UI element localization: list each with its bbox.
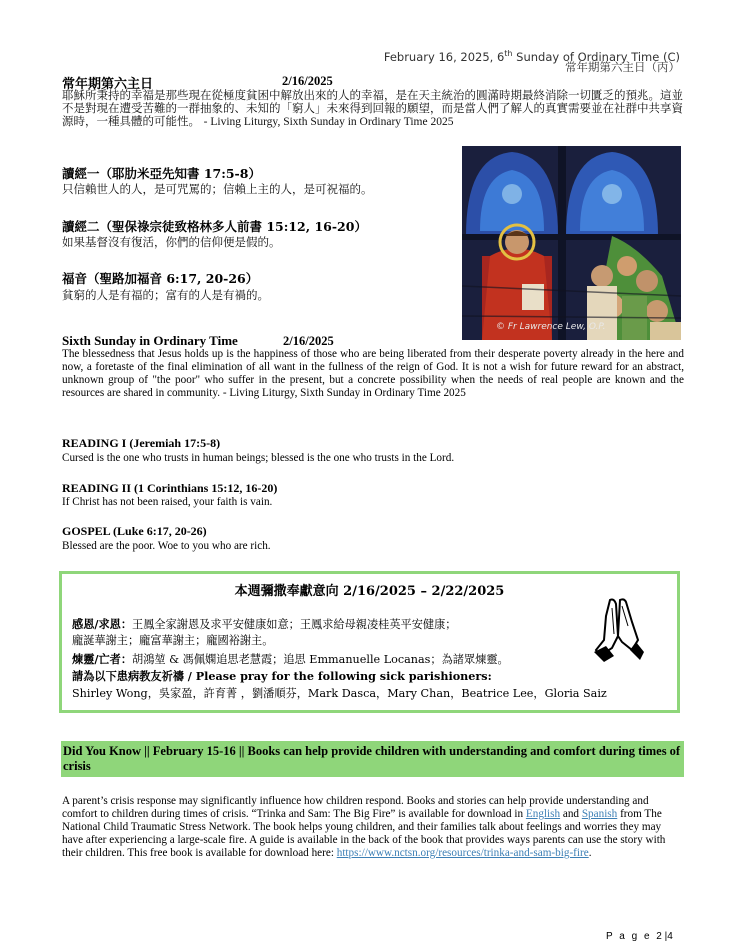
footer-page-number: 2 | — [656, 931, 668, 942]
zh-gospel-heading: 福音（聖路加福音 6:17, 20-26） — [62, 271, 259, 286]
en-date: 2/16/2025 — [283, 334, 334, 348]
en-intro-paragraph: The blessedness that Jesus holds up is the happiness of those who are being liberated from their desperate poverty already in the here and now, a foretaste of the final elimination of all want in the fullness of the reign of God. It is not a wish for future reward for an abstract, unknown group of "the poor" who suffer in the present, but a concrete possibility when the needs of real people are known and the resources are shared in community. - Living Liturgy, Sixth Sunday in Ordinary Time 2025 — [62, 348, 684, 399]
dyk-body-and: and — [560, 808, 582, 820]
header-date: February 16, 2025, 6 — [383, 49, 505, 64]
photo-credit: © Fr Lawrence Lew, O.P. — [496, 322, 606, 332]
mass-intentions-title: 本週彌撒奉獻意向 2/16/2025 – 2/22/2025 — [234, 584, 505, 599]
mass-thanks-line-2: 龐誕華謝主；龐富華謝主；龐國裕謝主。 — [72, 634, 274, 647]
en-reading-2-heading: READING II (1 Corinthians 15:12, 16-20) — [62, 481, 278, 495]
en-gospel-text: Blessed are the poor. Woe to you who are rich. — [62, 540, 271, 552]
en-reading-1-heading: READING I (Jeremiah 17:5-8) — [62, 436, 221, 450]
zh-intro-paragraph — [62, 89, 685, 129]
header-sunday: Sunday of Ordinary Time (C) — [512, 49, 680, 64]
en-reading-1-text: Cursed is the one who trusts in human beings; blessed is the one who trusts in the Lord. — [62, 452, 455, 464]
stained-glass-image — [462, 146, 681, 340]
mass-departed-line — [72, 652, 509, 667]
dyk-body-2: from The National Child Traumatic Stress Network. The book helps young children, and their families talk about feelings and worries they may have after experiencing a large-scale fire. A guide is available in the back of the book that provides ways parents can use the story with their children. This free book is available for download here: — [62, 808, 666, 859]
mass-intentions-box — [59, 571, 680, 713]
mass-departed-text: 胡鴻堃 & 馮佩嫻追思老慧霞；追思 Emmanuelle Locanas；為諸眾煉靈。 — [132, 653, 509, 666]
zh-title: 常年期第六主日 — [62, 77, 154, 92]
zh-date: 2/16/2025 — [282, 74, 333, 88]
dyk-body-1: A parent’s crisis response may significantly influence how children respond. Books and stories can help provide understanding and comfort to children during times of crisis. “Trinka and Sam: The Big Fire” is available for download in — [62, 795, 649, 820]
dyk-body-end: . — [588, 847, 592, 859]
did-you-know-heading: Did You Know || February 15-16 || Books can help provide children with understanding and comfort during times of crisis — [63, 744, 681, 773]
did-you-know-bar — [61, 741, 684, 777]
stained-glass-illustration — [462, 146, 681, 340]
en-title: Sixth Sunday in Ordinary Time — [62, 333, 238, 348]
mass-thanks-line — [72, 617, 456, 632]
footer-page-label: P a g e — [606, 931, 652, 942]
zh-reading-2-heading: 讀經二（聖保祿宗徒致格林多人前書 15:12, 16-20） — [62, 219, 367, 234]
mass-sick-list: Shirley Wong，吳家盈，許育菁 ，劉潘順芬，Mark Dasca，Mary Chan，Beatrice Lee，Gloria Saiz — [72, 687, 607, 700]
mass-thanks-text: 王鳳全家謝恩及求平安健康如意；王鳳求給母親凌桂英平安健康； — [132, 618, 457, 631]
zh-intro-body: 耶穌所秉持的幸福是那些現在從極度貧困中解放出來的人的幸福，是在天主統治的圓滿時期最終消除一切匱乏的預兆。這並不是對現在遭受苦難的一群抽象的、未知的「窮人」未來得到回報的願望，而是當人們了解人的真實需要並在社群中共享資源時，一種具體的可能性。 — [62, 88, 683, 128]
page-footer — [606, 931, 675, 942]
header-sup: th — [504, 49, 513, 58]
nctsn-link[interactable]: https://www.nctsn.org/resources/trinka-and-sam-big-fire — [336, 847, 589, 859]
mass-thanks-label: 感恩/求恩： — [72, 617, 133, 631]
page-header-zh: 常年期第六主日（丙） — [565, 60, 680, 74]
en-gospel-heading: GOSPEL (Luke 6:17, 20-26) — [62, 524, 207, 538]
mass-pray-heading: 請為以下患病教友祈禱 / Please pray for the following sick parishioners: — [72, 669, 492, 683]
zh-reading-1-heading: 讀經一（耶肋米亞先知書 17:5-8） — [62, 166, 261, 181]
praying-hands-icon — [592, 596, 644, 666]
spanish-link[interactable]: Spanish — [581, 808, 618, 820]
en-reading-2-text: If Christ has not been raised, your faith is vain. — [62, 496, 273, 508]
mass-departed-label: 煉靈/亡者： — [72, 652, 133, 666]
zh-reading-1-text: 只信賴世人的人，是可咒罵的；信賴上主的人，是可祝福的。 — [62, 182, 373, 196]
zh-intro-source: - Living Liturgy, Sixth Sunday in Ordinary Time 2025 — [203, 116, 454, 128]
did-you-know-paragraph — [62, 795, 682, 860]
english-link[interactable]: English — [525, 808, 561, 820]
zh-reading-2-text: 如果基督沒有復活，你們的信仰便是假的。 — [62, 235, 281, 249]
footer-page-total: 4 — [667, 931, 675, 942]
zh-gospel-text: 貧窮的人是有福的；富有的人是有禍的。 — [62, 288, 269, 302]
